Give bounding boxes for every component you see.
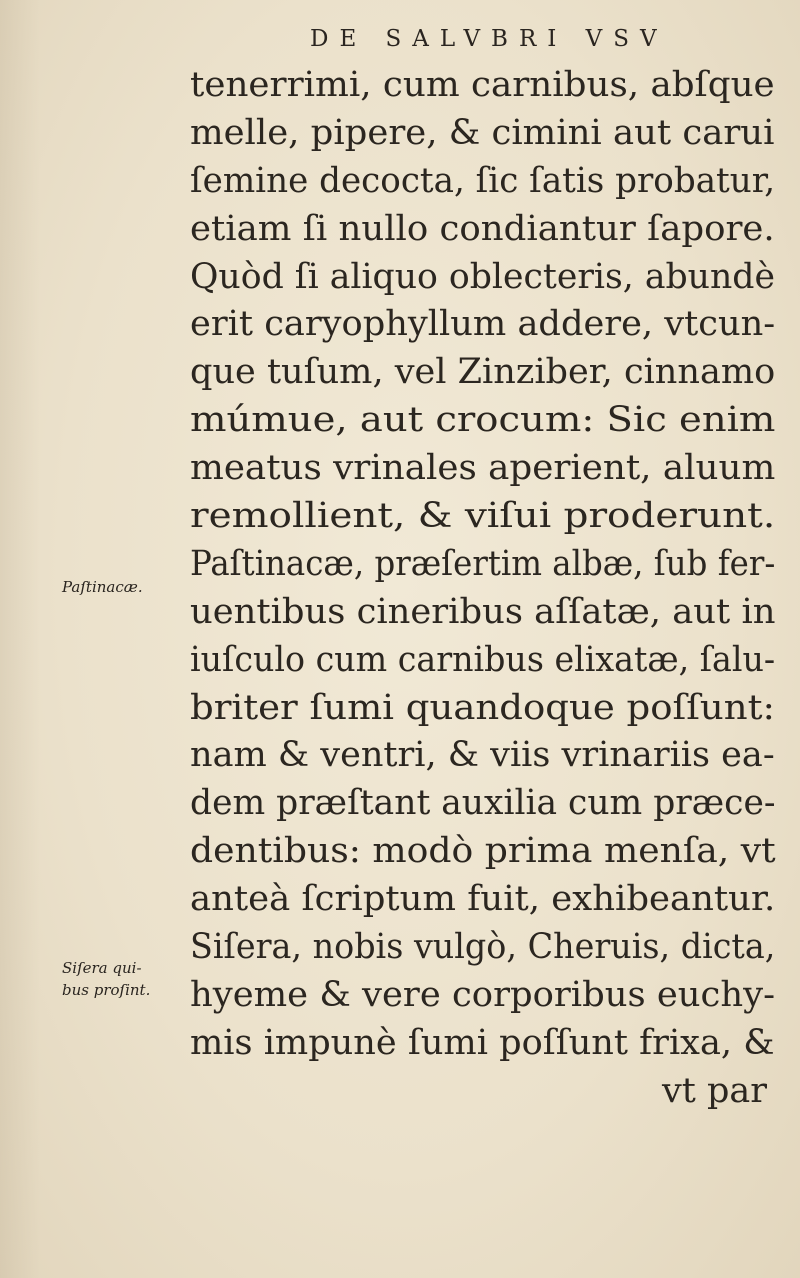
text-line: Paſtinacæ, præſertim albæ, ſub fer- bbox=[190, 543, 776, 584]
text-line: hyeme & vere corporibus euchy- bbox=[190, 974, 776, 1015]
running-head: DE SALVBRI VSV bbox=[310, 26, 668, 52]
text-line: uentibus cineribus aſſatæ, aut in bbox=[190, 591, 776, 632]
text-line: anteà ſcriptum fuit, exhibeantur. bbox=[190, 879, 776, 920]
text-line: etiam ſi nullo condiantur ſapore. bbox=[190, 208, 775, 249]
text-line: meatus vrinales aperient, aluum bbox=[190, 448, 776, 489]
text-line: remollient, & viſui proderunt. bbox=[190, 496, 776, 537]
text-line: mis impunè ſumi poſſunt frixa, & bbox=[190, 1022, 775, 1063]
page-edge-shadow bbox=[0, 0, 40, 1278]
margin-note-sisera: Siſera qui- bbox=[62, 959, 142, 977]
text-line: dentibus: modò prima menſa, vt bbox=[190, 831, 776, 872]
text-line: iuſculo cum carnibus elixatæ, ſalu- bbox=[190, 639, 776, 680]
text-line: Quòd ſi aliquo oblecteris, abundè bbox=[190, 256, 775, 297]
body-text bbox=[190, 62, 775, 1116]
text-line: Siſera, nobis vulgò, Cheruis, dicta, bbox=[190, 927, 776, 968]
text-line: dem præſtant auxilia cum præce- bbox=[190, 783, 776, 824]
text-line: ſemine decocta, ſic ſatis probatur, bbox=[190, 160, 776, 201]
text-line: briter ſumi quandoque poſſunt: bbox=[190, 687, 775, 728]
text-line: que tuſum, vel Zinziber, cinnamo bbox=[190, 352, 776, 393]
text-line-catchword: vt par bbox=[662, 1070, 767, 1111]
margin-note-sisera-cont: bus proſint. bbox=[62, 981, 151, 999]
text-line: melle, pipere, & cimini aut carui bbox=[190, 112, 775, 153]
text-line: tenerrimi, cum carnibus, abſque bbox=[190, 65, 775, 105]
margin-note-pastinacae: Paſtinacæ. bbox=[62, 578, 143, 596]
text-line: erit caryophyllum addere, vtcun- bbox=[190, 304, 776, 345]
text-line: múmue, aut crocum: Sic enim bbox=[190, 400, 776, 441]
text-line: nam & ventri, & viis vrinariis ea- bbox=[190, 735, 775, 776]
